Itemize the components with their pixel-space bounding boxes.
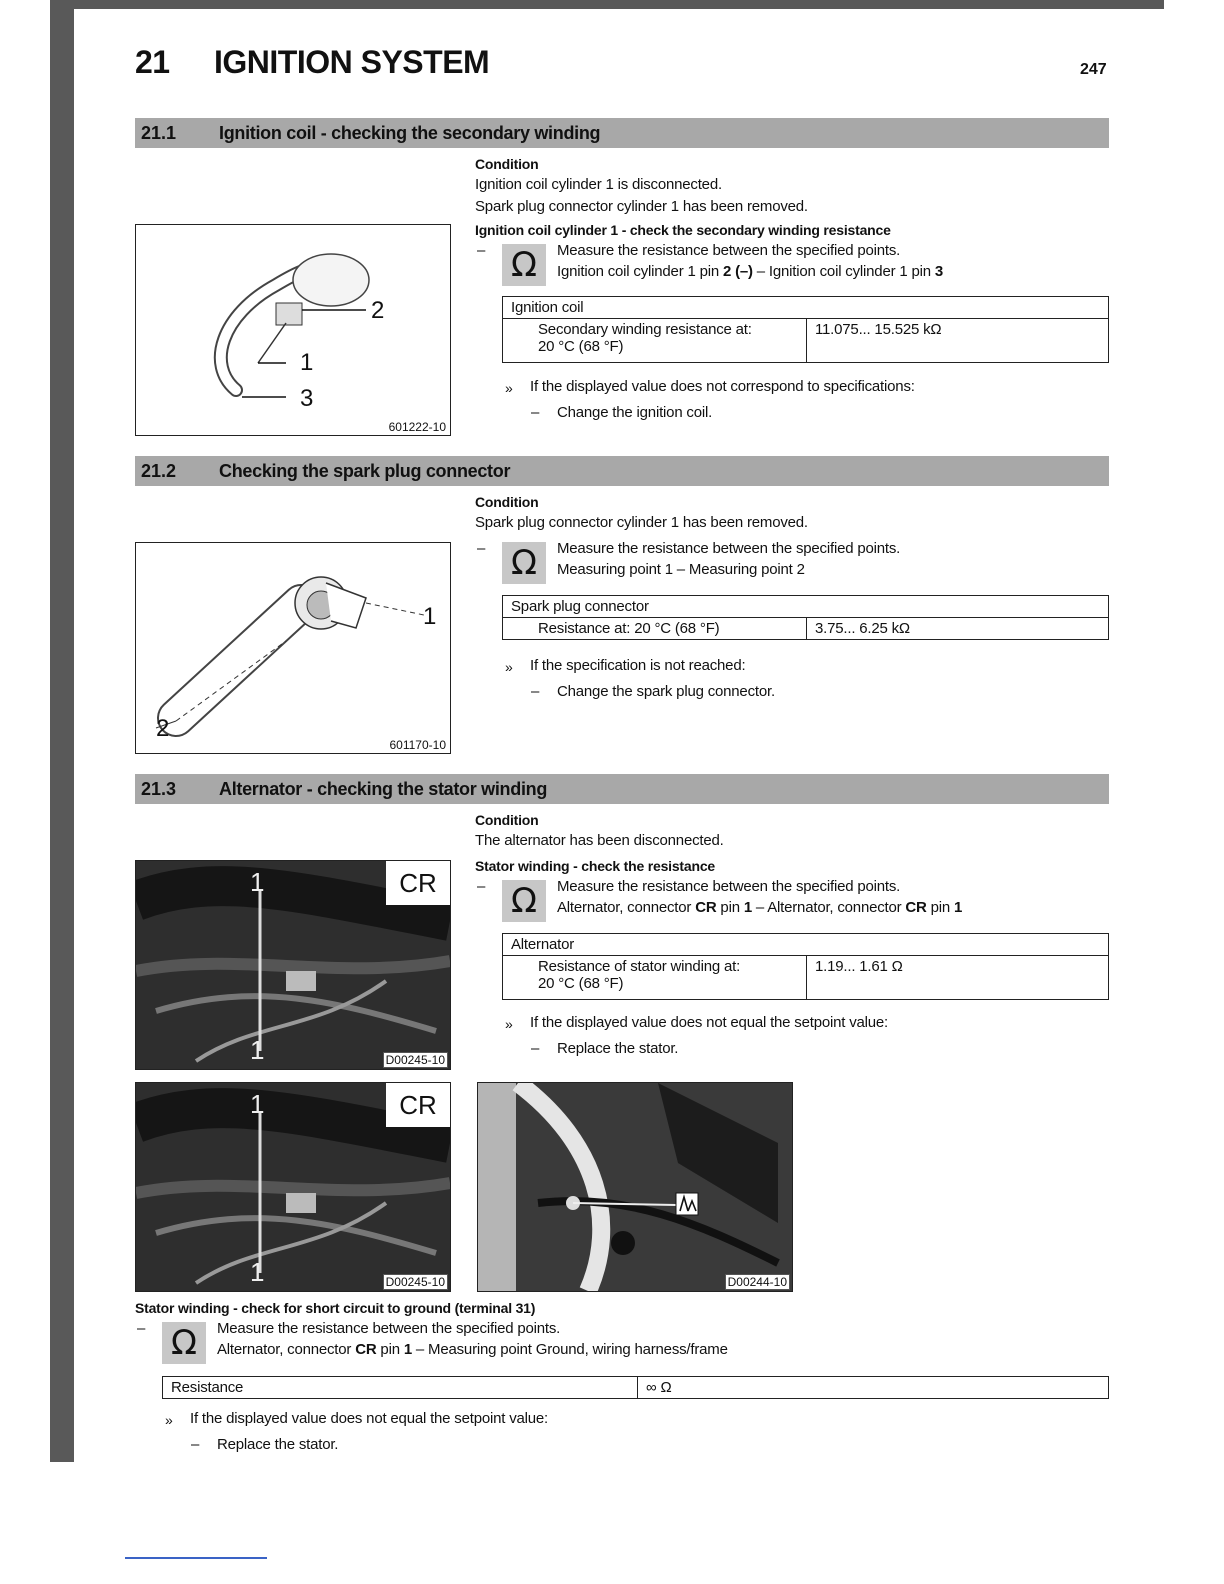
table-value: ∞ Ω bbox=[638, 1377, 1109, 1399]
step-title: Stator winding - check for short circuit to ground (terminal 31) bbox=[135, 1300, 536, 1316]
page-number: 247 bbox=[1080, 61, 1107, 78]
table-header: Ignition coil bbox=[503, 297, 1109, 319]
bullet: » bbox=[165, 1412, 173, 1428]
bullet: » bbox=[505, 659, 513, 675]
section-title: Ignition coil - checking the secondary winding bbox=[219, 123, 601, 143]
condition-label: Condition bbox=[475, 812, 539, 828]
action-text: Replace the stator. bbox=[557, 1040, 679, 1057]
connector-tag: CR bbox=[386, 1083, 450, 1127]
spark-plug-connector-figure bbox=[135, 542, 451, 754]
callout-1-bottom: 1 bbox=[250, 1257, 265, 1287]
action-dash: – bbox=[191, 1436, 200, 1453]
condition-line-2: Spark plug connector cylinder 1 has been removed. bbox=[475, 198, 808, 215]
section-header-21-1 bbox=[135, 118, 1109, 148]
ohmmeter-icon: Ω bbox=[162, 1322, 206, 1364]
callout-2: 2 bbox=[156, 715, 170, 742]
condition-line-1: Ignition coil cylinder 1 is disconnected. bbox=[475, 176, 722, 193]
photo-reference: D00244-10 bbox=[725, 1274, 790, 1290]
condition-if: If the displayed value does not equal the setpoint value: bbox=[190, 1410, 549, 1427]
table-value: 1.19... 1.61 Ω bbox=[807, 956, 1109, 1000]
photo-reference: D00245-10 bbox=[383, 1052, 448, 1068]
ignition-coil-illustration bbox=[136, 225, 450, 435]
callout-1: 1 bbox=[423, 603, 437, 630]
measuring-points: Ignition coil cylinder 1 pin 2 (–) – Ignition coil cylinder 1 pin 3 bbox=[557, 263, 944, 280]
spark-plug-connector-illustration bbox=[136, 543, 450, 753]
bullet: » bbox=[505, 380, 513, 396]
action-text: Change the ignition coil. bbox=[557, 404, 713, 421]
condition-if: If the displayed value does not equal the setpoint value: bbox=[530, 1014, 889, 1031]
measuring-points: Measuring point 1 – Measuring point 2 bbox=[557, 561, 805, 578]
table-header: Spark plug connector bbox=[503, 596, 1109, 618]
step-dash: – bbox=[477, 242, 486, 259]
connector-tag: CR bbox=[386, 861, 450, 905]
chapter-number: 21 bbox=[135, 44, 170, 80]
callout-3: 3 bbox=[300, 385, 314, 412]
photo-reference: D00245-10 bbox=[383, 1274, 448, 1290]
condition-if: If the displayed value does not correspond to specifications: bbox=[530, 378, 915, 395]
table-value: 11.075... 15.525 kΩ bbox=[807, 319, 1109, 363]
measure-instruction: Measure the resistance between the specified points. bbox=[557, 540, 901, 557]
measure-instruction: Measure the resistance between the specified points. bbox=[557, 242, 901, 259]
callout-1-top: 1 bbox=[250, 867, 265, 897]
alternator-spec-table bbox=[502, 933, 1109, 1000]
step-title: Stator winding - check the resistance bbox=[475, 858, 715, 874]
chapter-title: IGNITION SYSTEM bbox=[214, 44, 490, 80]
step-dash: – bbox=[477, 878, 486, 895]
section-number: 21.3 bbox=[141, 779, 177, 799]
page-left-border bbox=[50, 0, 74, 1462]
footer-link-underline bbox=[125, 1557, 267, 1559]
action-dash: – bbox=[531, 404, 540, 421]
ohmmeter-icon: Ω bbox=[502, 880, 546, 922]
section-header-21-3 bbox=[135, 774, 1109, 804]
measure-instruction: Measure the resistance between the specified points. bbox=[217, 1320, 561, 1337]
section-title: Alternator - checking the stator winding bbox=[219, 779, 548, 799]
table-label: Resistance of stator winding at: 20 °C (68 °F) bbox=[503, 956, 807, 1000]
measuring-points: Alternator, connector CR pin 1 – Measuring point Ground, wiring harness/frame bbox=[217, 1341, 728, 1358]
figure-reference: 601170-10 bbox=[389, 738, 446, 752]
section-header-21-2 bbox=[135, 456, 1109, 486]
ohmmeter-icon: Ω bbox=[502, 542, 546, 584]
action-text: Replace the stator. bbox=[217, 1436, 339, 1453]
bullet: » bbox=[505, 1016, 513, 1032]
table-label: Resistance at: 20 °C (68 °F) bbox=[503, 618, 807, 640]
ground-measuring-point-photo bbox=[477, 1082, 793, 1292]
section-number: 21.1 bbox=[141, 123, 177, 143]
page-top-border bbox=[50, 0, 1164, 9]
action-dash: – bbox=[531, 683, 540, 700]
table-label: Resistance bbox=[163, 1377, 638, 1399]
step-dash: – bbox=[137, 1320, 146, 1337]
measuring-points: Alternator, connector CR pin 1 – Alternator, connector CR pin 1 bbox=[557, 899, 963, 916]
figure-reference: 601222-10 bbox=[388, 420, 446, 434]
table-header: Alternator bbox=[503, 934, 1109, 956]
condition-label: Condition bbox=[475, 494, 539, 510]
condition-line: Spark plug connector cylinder 1 has been removed. bbox=[475, 514, 808, 531]
callout-1-top: 1 bbox=[250, 1089, 265, 1119]
action-dash: – bbox=[531, 1040, 540, 1057]
condition-if: If the specification is not reached: bbox=[530, 657, 746, 674]
table-label: Secondary winding resistance at: 20 °C (68 °F) bbox=[503, 319, 807, 363]
step-title: Ignition coil cylinder 1 - check the secondary winding resistance bbox=[475, 222, 891, 238]
section-title: Checking the spark plug connector bbox=[219, 461, 511, 481]
callout-1-bottom: 1 bbox=[250, 1035, 265, 1065]
step-dash: – bbox=[477, 540, 486, 557]
measure-instruction: Measure the resistance between the specified points. bbox=[557, 878, 901, 895]
alternator-connector-photo-1 bbox=[135, 860, 451, 1070]
callout-1: 1 bbox=[300, 349, 314, 376]
ignition-coil-figure bbox=[135, 224, 451, 436]
condition-label: Condition bbox=[475, 156, 539, 172]
ignition-coil-spec-table bbox=[502, 296, 1109, 363]
table-value: 3.75... 6.25 kΩ bbox=[807, 618, 1109, 640]
condition-line: The alternator has been disconnected. bbox=[475, 832, 724, 849]
ohmmeter-icon: Ω bbox=[502, 244, 546, 286]
resistance-spec-table bbox=[162, 1376, 1109, 1399]
alternator-connector-photo-2 bbox=[135, 1082, 451, 1292]
action-text: Change the spark plug connector. bbox=[557, 683, 775, 700]
callout-2: 2 bbox=[371, 297, 385, 324]
frame-photo-illustration bbox=[478, 1083, 792, 1291]
spark-plug-spec-table bbox=[502, 595, 1109, 640]
section-number: 21.2 bbox=[141, 461, 177, 481]
